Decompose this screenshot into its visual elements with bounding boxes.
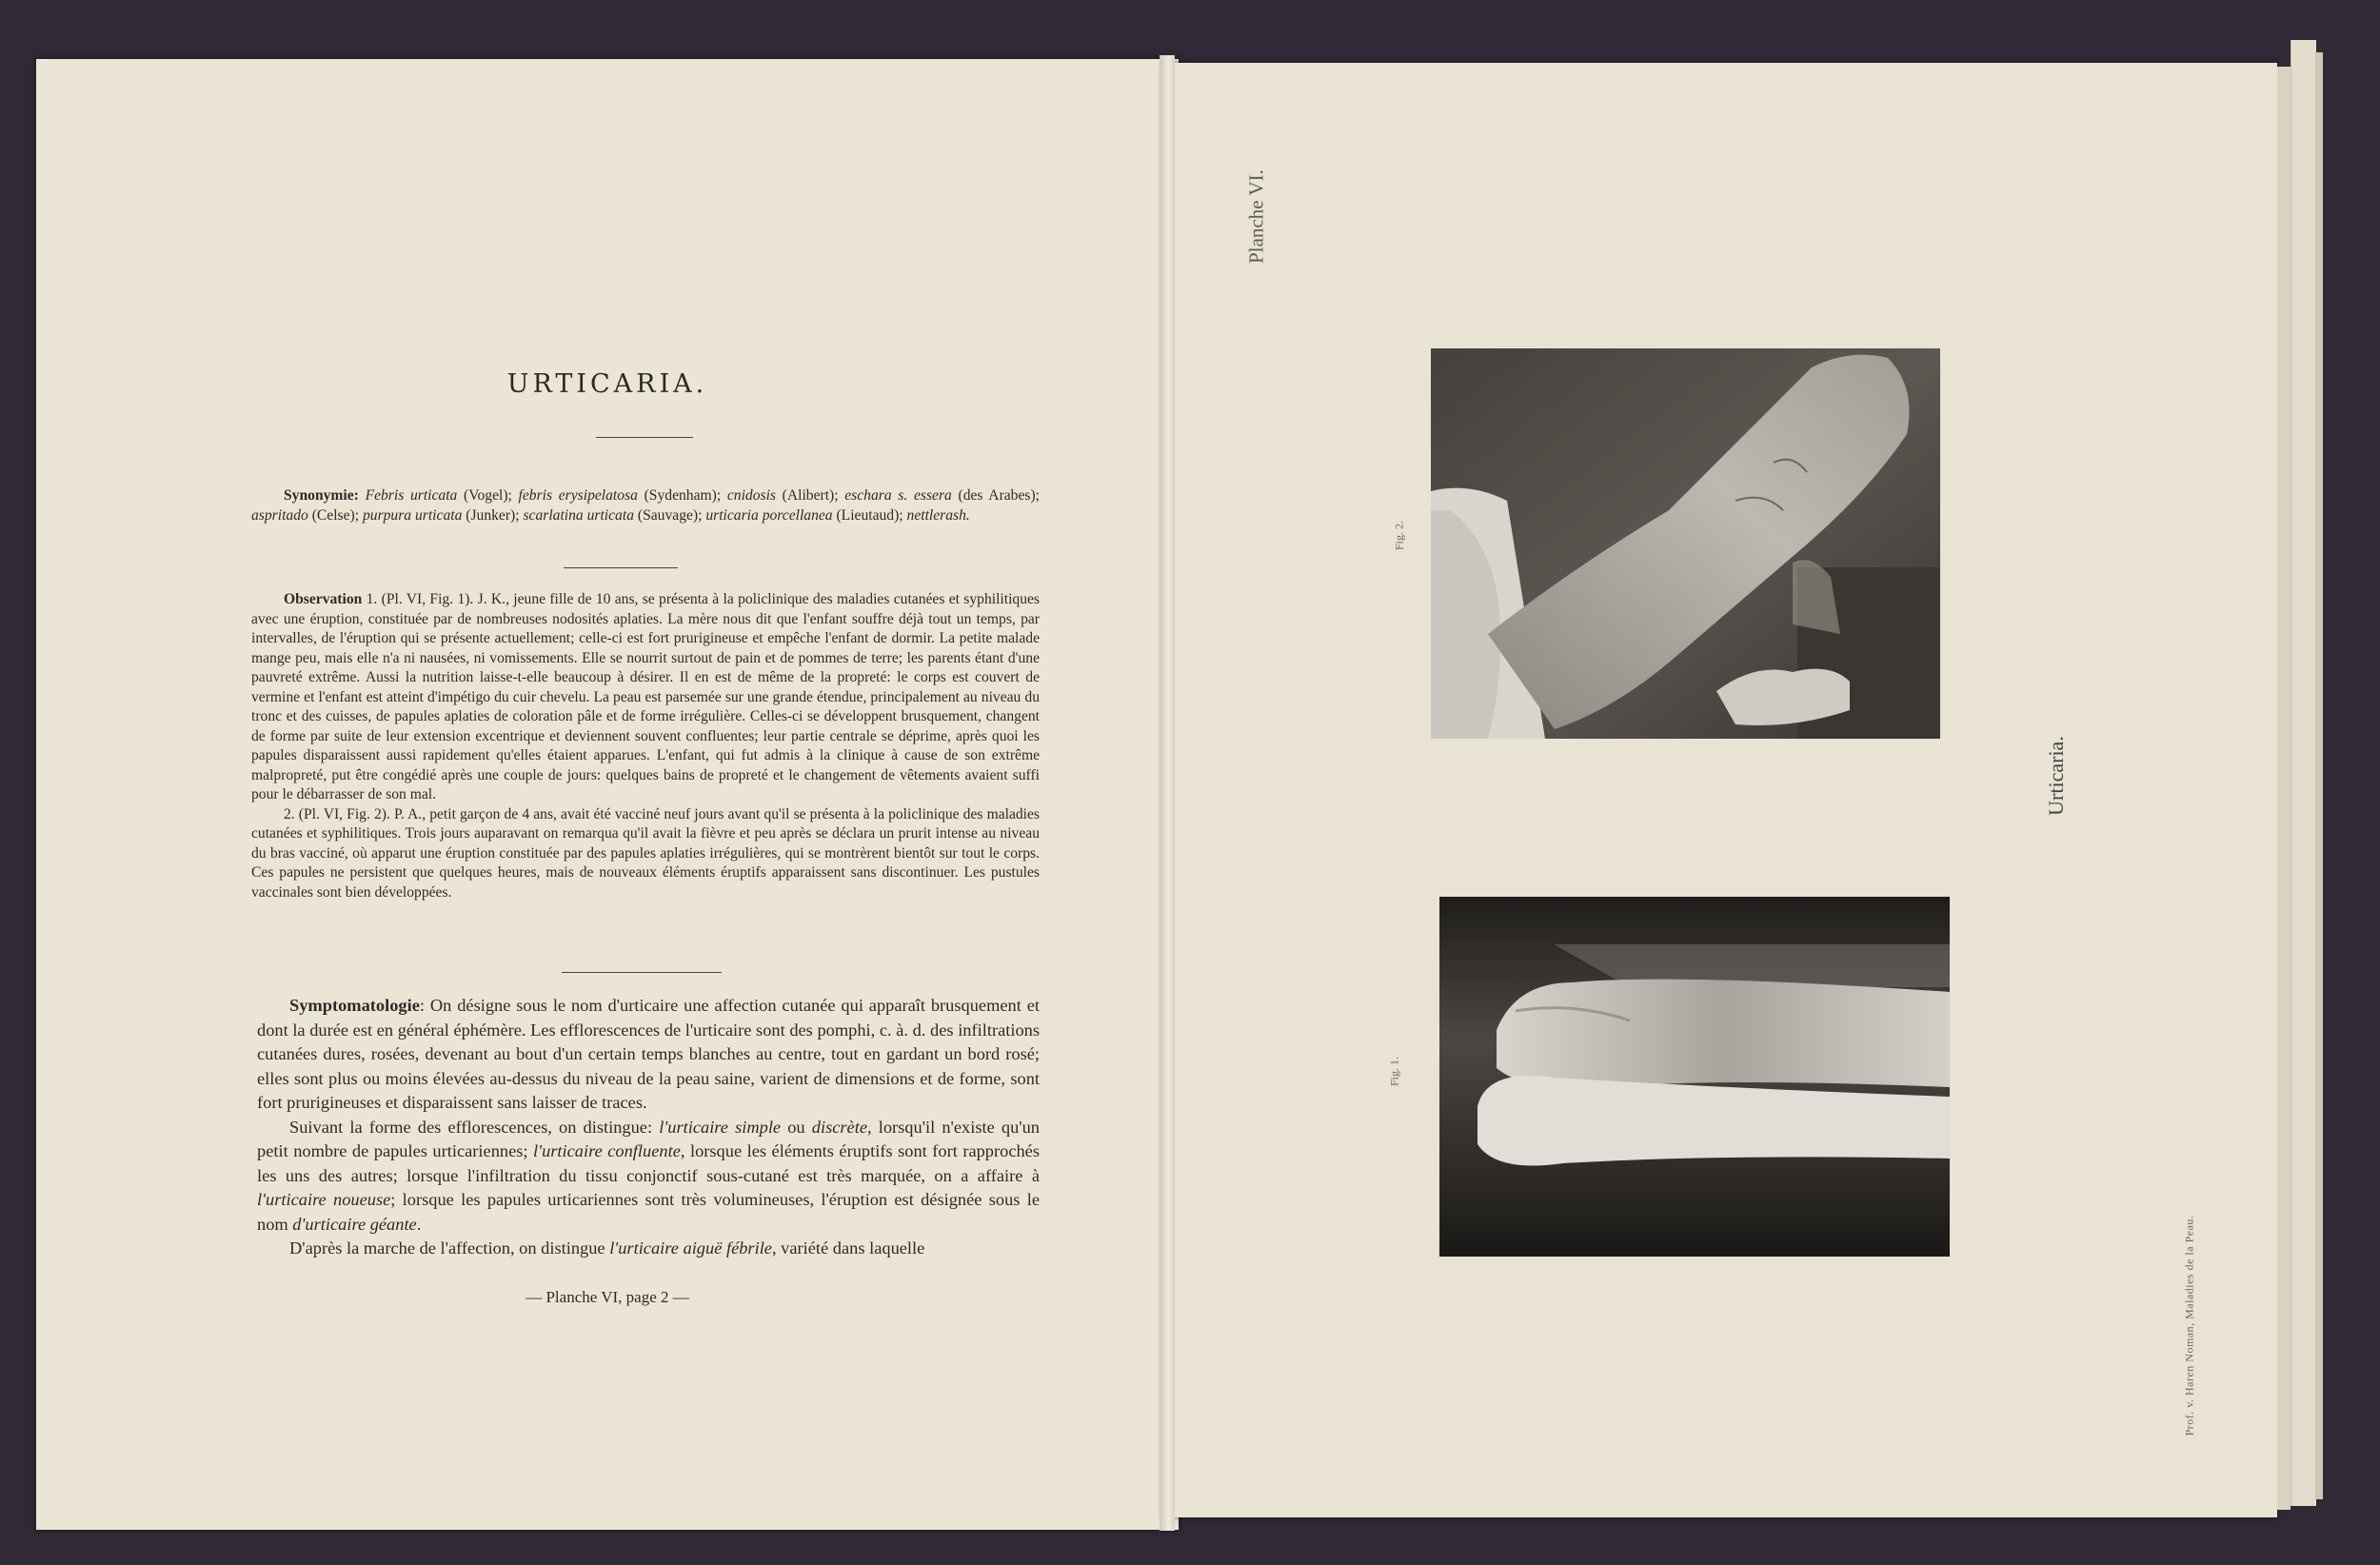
book-gutter xyxy=(1160,55,1175,1531)
text-italic: urticaria porcellanea xyxy=(705,506,833,524)
text: (Sydenham); xyxy=(637,487,727,504)
text: D'après la marche de l'affection, on distingue xyxy=(289,1238,610,1258)
arm-photo-image xyxy=(1431,348,1940,739)
text: (Vogel); xyxy=(457,487,519,504)
text: (Junker); xyxy=(462,506,524,524)
synonymie-heading: Synonymie: xyxy=(284,487,359,504)
text: : On désigne sous le nom d'urticaire une affection cutanée qui apparaît brusquement et dont la durée est en général éphémère. Les efflorescences de l'urticaire sont des pomphi, c. à. d. des infiltrations cutanées dures, rosées, devenant au bout d'un certain temps blanches au centre, tout en gardant un bord rosé; elles sont plus ou moins élevées au-dessus du niveau de la peau saine, varient de dimensions et de forme, sont fort prurigineuses et disparaissent sans laisser de traces. xyxy=(257,996,1040,1112)
text: (Celse); xyxy=(307,506,363,524)
figure-1-photo xyxy=(1439,897,1950,1257)
text-italic: l'urticaire aiguë fébrile xyxy=(609,1238,772,1258)
text: (Alibert); xyxy=(775,487,845,504)
text-italic: l'urticaire confluente xyxy=(533,1141,681,1160)
observation-heading: Observation xyxy=(284,591,363,607)
plate-title: Urticaria. xyxy=(2044,736,2068,816)
text: (Sauvage); xyxy=(634,506,706,524)
text-italic: aspritado xyxy=(251,506,308,524)
text-italic: l'urticaire noueuse xyxy=(257,1190,391,1209)
page-edge xyxy=(2277,67,2291,1510)
figure-2-photo xyxy=(1431,348,1940,739)
text: , variété dans laquelle xyxy=(771,1238,925,1258)
symptomatologie-heading: Symptomatologie xyxy=(289,996,420,1015)
text-italic: cnidosis xyxy=(726,487,776,504)
page-footer: — Planche VI, page 2 — xyxy=(526,1288,689,1306)
plate-credit: Prof. v. Haren Noman, Maladies de la Peau. xyxy=(2182,1215,2196,1436)
text-italic: purpura urticata xyxy=(362,506,463,524)
divider xyxy=(596,437,693,438)
text: , lorsqu'il n'existe qu'un petit nombre de papules urticariennes; xyxy=(257,1117,1040,1160)
figure-1-label: Fig. 1. xyxy=(1387,1057,1401,1087)
observation-case-2: 2. (Pl. VI, Fig. 2). P. A., petit garçon de 4 ans, avait été vacciné neuf jours avant qu'il se présenta à la policlinique des maladies cutanées et syphilitiques. Trois jours auparavant on remarqua qu'il avait la fièvre et peu après se déclara un prurit intense au niveau du bras vacciné, où apparut une éruption constituée par des papules aplaties irrégulières, qui se montrèrent bientôt sur tout le corps. Ces papules ne persistent que quelques heures, mais de nouveaux éléments éruptifs apparaissent sans discontinuer. Les pustules vaccinales sont bien développées. xyxy=(251,805,1040,901)
synonymie-paragraph xyxy=(251,486,1040,525)
text: , lorsque les éléments éruptifs sont fort rapprochés les uns des autres; lorsque l'infiltration du tissu conjonctif sous-cutané est très marquée, on a affaire à xyxy=(257,1141,1041,1185)
divider xyxy=(562,972,722,973)
text-italic: febris erysipelatosa xyxy=(518,487,638,504)
symptomatologie-section xyxy=(257,994,1040,1261)
text-italic: d'urticaire géante xyxy=(292,1214,417,1234)
text: (Lieutaud); xyxy=(832,506,907,524)
text-italic: nettlerash. xyxy=(906,506,970,524)
divider xyxy=(564,567,678,568)
plate-number: Planche VI. xyxy=(1244,169,1268,264)
page-edge xyxy=(2291,40,2316,1506)
figure-2-label: Fig. 2. xyxy=(1392,521,1406,551)
right-page xyxy=(1163,63,2277,1517)
text-italic: Febris urticata xyxy=(365,487,458,504)
text: ; lorsque les papules urticariennes sont très volumineuses, l'éruption est désignée sous le nom xyxy=(257,1190,1040,1234)
text: . xyxy=(416,1214,422,1234)
leg-photo-image xyxy=(1439,897,1950,1257)
text-italic: l'urticaire simple xyxy=(659,1117,782,1137)
text-italic: scarlatina urticata xyxy=(523,506,634,524)
page-title: URTICARIA. xyxy=(506,369,708,399)
text: (des Arabes); xyxy=(951,487,1040,504)
text: ou xyxy=(781,1117,812,1137)
observation-case-1: 1. (Pl. VI, Fig. 1). J. K., jeune fille de 10 ans, se présenta à la policlinique des maladies cutanées et syphilitiques avec une éruption, constituée par de nombreuses nodosités aplaties. La mère nous dit que l'enfant souffre déjà tout un temps, par intervalles, de l'éruption qui se présente actuellement; celle-ci est fort prurigineuse et empêche l'enfant de dormir. La petite malade mange peu, mais elle n'a ni nausées, ni vomissements. Elle se nourrit surtout de pain et de pommes de terre; les parents étant d'une pauvreté extrême. Aussi la nutrition laisse-t-elle beaucoup à désirer. Il en est de même de la propreté: le corps est couvert de vermine et l'enfant est atteint d'impétigo du cuir chevelu. La peau est parsemée sur une grande étendue, principalement au niveau du tronc et des cuisses, de papules aplaties de coloration pâle et de forme irrégulière. Celles-ci se développent brusquement, changent de forme par suite de leur extension excentrique et deviennent souvent confluentes; leur partie centrale se déprime, après quoi les papules disparaissent aussi rapidement qu'elles étaient apparues. L'enfant, qui fut admis à la clinique à cause de son extrême malpropreté, put être congédié après une couple de jours: quelques bains de propreté et le changement de vêtements avaient suffi pour le débarrasser de son mal. xyxy=(251,591,1040,802)
text: Suivant la forme des efflorescences, on distingue: xyxy=(289,1117,660,1137)
page-edge xyxy=(2315,52,2323,1499)
text-italic: discrète xyxy=(811,1117,867,1137)
text-italic: eschara s. essera xyxy=(844,487,952,504)
observation-section xyxy=(251,590,1040,902)
